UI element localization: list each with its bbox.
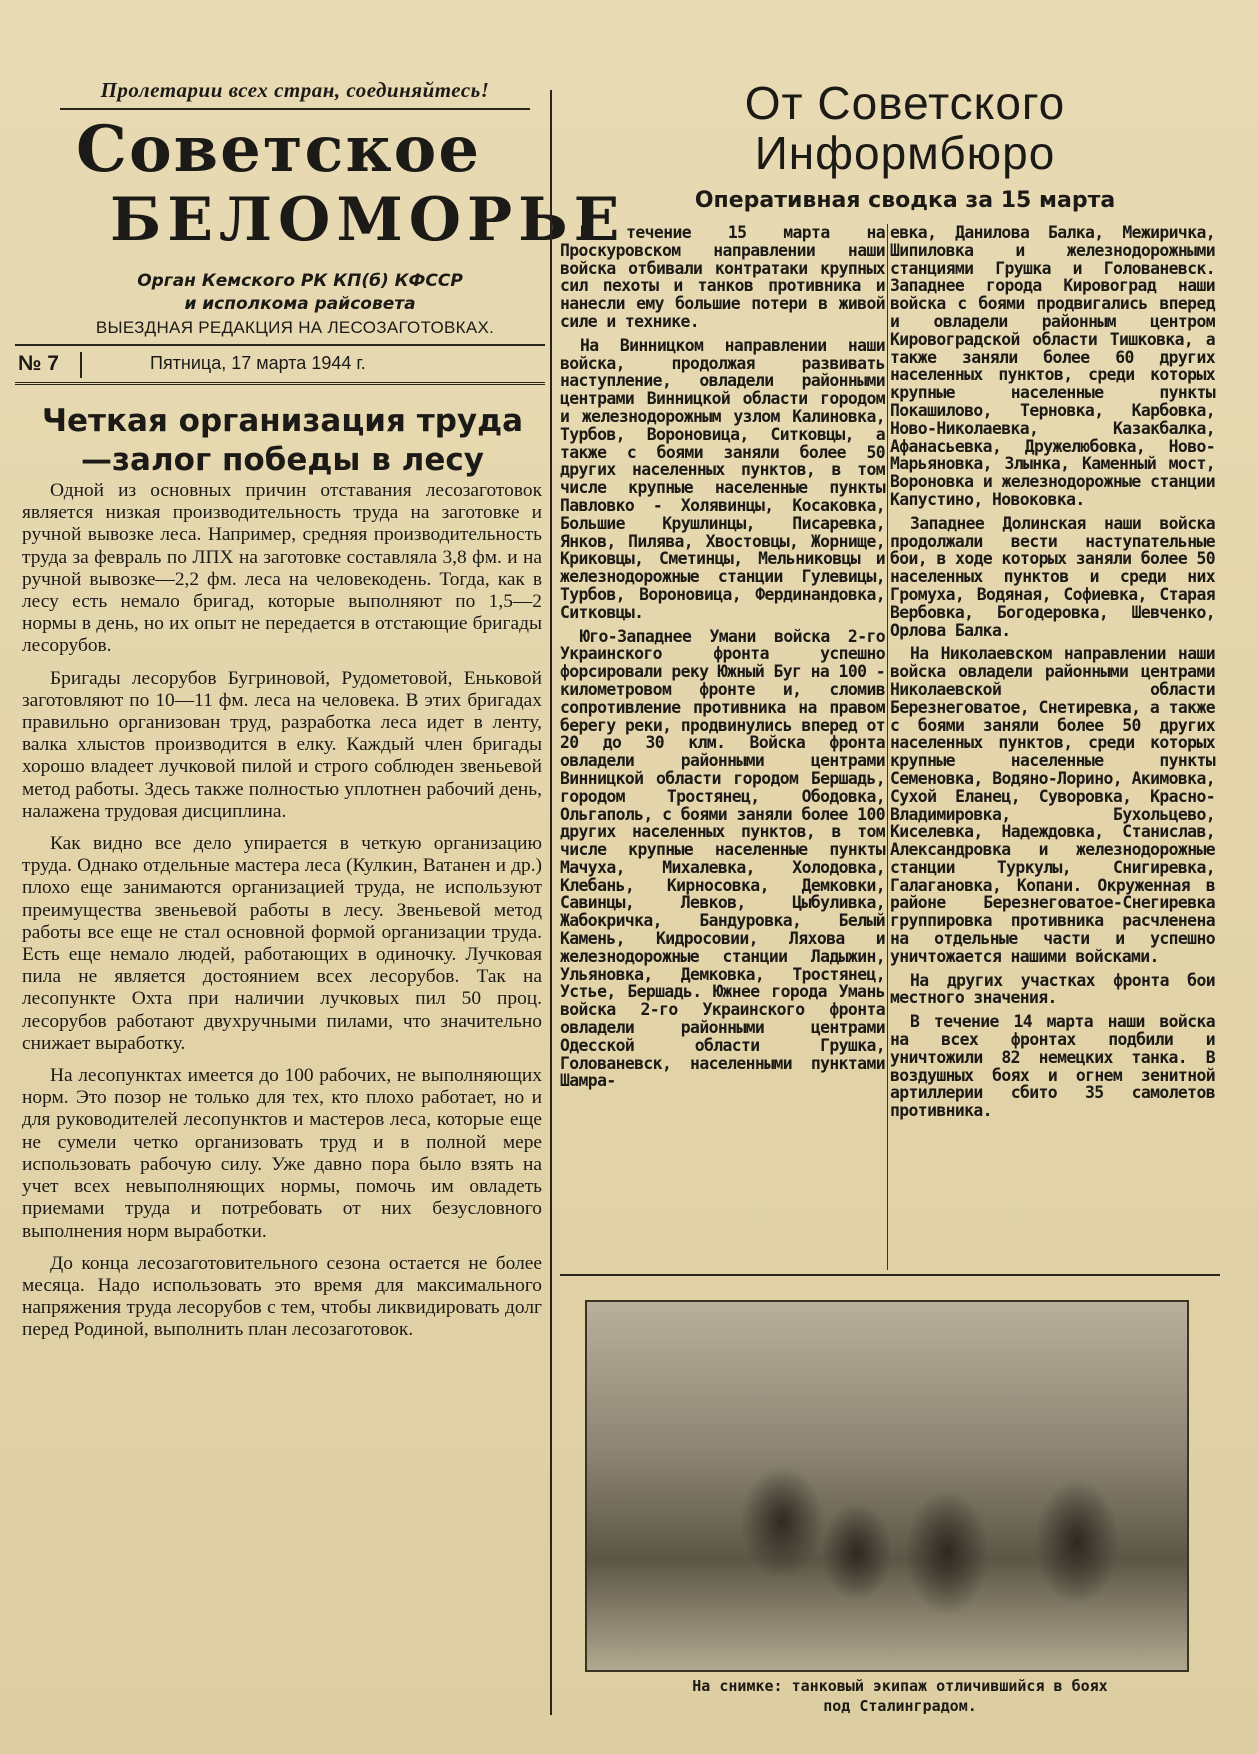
masthead-title-line2: БЕЛОМОРЬЕ — [110, 185, 626, 255]
masthead-organ — [60, 270, 540, 316]
headline-line2: —залог победы в лесу — [81, 442, 484, 478]
organ-line1: Орган Кемского РК КП(б) КФССР — [137, 271, 463, 291]
sovinform-paragraph: В течение 14 марта наши войска на всех фронтах подбили и уничтожили 82 немецких танка. В воздушных боях и огнем зенитной артиллерии сбито 35 самолетов противника. — [890, 1012, 1215, 1121]
sovinform-title-line2: Информбюро — [754, 127, 1056, 179]
issue-divider — [80, 352, 82, 378]
article-paragraph: На лесопунктах имеется до 100 рабочих, не выполняющих норм. Это позор не только для тех, кто плохо работает, но и для руководителей лесопунктов и мастеров леса, которые еще не сумели четко организовать труд и в полной мере использовать рабочую силу. Уже давно пора было взять на учет всех невыполняющих нормы, помочь им овладеть приемами труда и потребовать от них безусловного выполнения норм выработки. — [22, 1065, 542, 1242]
sovinform-paragraph: В течение 15 марта на Проскуровском направлении наши войска отбивали контратаки крупных сил пехоты и танков противника и нанесли ему большие потери в живой силе и технике. — [560, 223, 885, 331]
sovinform-title-line1: От Советского — [744, 77, 1066, 129]
sovinform-subtitle: Оперативная сводка за 15 марта — [694, 188, 1116, 213]
article-headline — [20, 402, 545, 480]
organ-line2: и исполкома райсовета — [184, 294, 416, 314]
article-paragraph: Одной из основных причин отставания лесозаготовок является низкая производительность труда на заготовке и ручной вывозке леса. Например, средняя производительность труда за февраль по ЛПХ на заготовке составляла 3,8 фм. и на ручной вывозке—2,2 фм. леса на человекодень. Тогда, как в лесу есть немало бригад, которые выполняют по 1,5—2 нормы в день, но их опыт не передается в отстающие бригады лесорубов. — [22, 480, 542, 657]
issue-number: № 7 — [18, 352, 59, 375]
sovinform-paragraph: евка, Данилова Балка, Межиричка, Шипиловка и железнодорожными станциями Грушка и Голованевск. Западнее города Кировоград наши войска с боями продвигались вперед и овладели районным центром Кировоградской области Тишковка, а также заняли более 60 других населенных пунктов, среди которых крупные населенные пункты Покашилово, Терновка, Карбовка, Ново-Николаевка, Казакбалка, Афанасьевка, Дружелюбовка, Ново-Марьяновка, Злынка, Каменный мост, Вороновка и железнодорожные станции Капустино, Новоковка. — [890, 223, 1215, 509]
photo-caption — [560, 1676, 1240, 1716]
sovinform-paragraph: На Винницком направлении наши войска, продолжая развивать наступление, овладели районными центрами Винницкой области городом и железнодорожным узлом Калиновка, Турбов, Вороновица, Ситковцы, а также с боями заняли более 50 других населенных пунктов, в том числе крупные населенные пункты Павловко - Холявинцы, Косаковка, Большие Крушлинцы, Писаревка, Янков, Пилява, Хвостовцы, Жорнище, Криковцы, Сметинцы, Мельниковцы и железнодорожные станции Гулевицы, Турбов, Вороновица, Фердинандовка, Ситковцы. — [560, 335, 885, 622]
article-body — [22, 480, 542, 1352]
masthead-title-line1: Советское — [76, 112, 482, 187]
issue-rule-top — [15, 344, 545, 346]
sovinform-paragraph: На других участках фронта бои местного значения. — [890, 970, 1215, 1008]
sovinform-title — [560, 78, 1250, 178]
sovinform-paragraph: Западнее Долинская наши войска продолжали вести наступательные бои, в ходе которых заняли более 50 населенных пунктов и среди них Громуха, Водяная, Софиевка, Старая Вербовка, Богодеровка, Шевченко, Орлова Балка. — [890, 513, 1215, 640]
tank-crew-photo — [585, 1300, 1189, 1672]
article-paragraph: Бригады лесорубов Бугриновой, Рудометовой, Еньковой заготовляют по 10—11 фм. леса на человека. В этих бригадах правильно организован труд, разработка леса идет в ленту, валка хлыстов производится в елку. Каждый член бригады хорошо владеет лучковой пилой и строго соблюден звеньевой метод работы. Здесь также полностью уплотнен рабочий день, налажена трудовая дисциплина. — [22, 667, 542, 822]
edition-label: ВЫЕЗДНАЯ РЕДАКЦИЯ НА ЛЕСОЗАГОТОВКАХ. — [95, 318, 495, 337]
headline-line1: Четкая организация труда — [41, 403, 524, 439]
motto: Пролетарии всех стран, соединяйтесь! — [100, 78, 490, 102]
sovinform-paragraph: Юго-Западнее Умани войска 2-го Украинского фронта успешно форсировали реку Южный Буг на 100 - километровом фронте и, сломив сопротивление противника на правом берегу реки, продвинулись вперед от 20 до 30 клм. Войска фронта овладели районными центрами Винницкой области городом Бершадь, городом Тростянец, Ободовка, Ольгаполь, с боями заняли более 100 других населенных пунктов, в том числе крупные населенные пункты Мачуха, Михалевка, Холодовка, Клебань, Кирносовка, Демковки, Савинцы, Левков, Цыбуливка, Жабокричка, Бандуровка, Белый Камень, Кидросовии, Ляхова и железнодорожные станции Ладыжин, Ульяновка, Демковка, Тростянец, Устье, Бершадь. Южнее города Умань войска 2-го Украинского фронта овладели районными центрами Одесской области Грушка, Голованевск, населенными пунктами Шамра- — [560, 626, 885, 1091]
caption-line2: под Сталинградом. — [823, 1697, 977, 1715]
motto-rule — [60, 108, 530, 110]
caption-line1: На снимке: танковый экипаж отличившийся в боях — [692, 1677, 1108, 1695]
sovinform-end-rule — [560, 1274, 1220, 1276]
article-paragraph: Как видно все дело упирается в четкую организацию труда. Однако отдельные мастера леса (Кулкин, Ватанен и др.) плохо еще занимаются организацией труда, не используют преимущества звеньевой работы в лесу. Звеньевой метод работы все еще не стал основной формой организации труда. Есть еще немало людей, работающих в одиночку. Лучковая пила не является достоянием всех лесорубов. Так на лесопункте Охта при наличии лучковых пил 50 проц. лесорубов работают двухручными пилами, что значительно снижает выработку. — [22, 833, 542, 1054]
column-divider — [550, 90, 552, 1715]
sovinform-column-divider — [887, 224, 888, 1270]
issue-date: Пятница, 17 марта 1944 г. — [150, 353, 366, 373]
sovinform-column-1 — [560, 224, 885, 1096]
issue-rule-bottom — [15, 382, 545, 385]
sovinform-column-2 — [890, 224, 1215, 1126]
article-paragraph: До конца лесозаготовительного сезона остается не более месяца. Надо использовать это время для максимального напряжения труда лесорубов с тем, чтобы ликвидировать долг перед Родиной, выполнить план лесозаготовок. — [22, 1252, 542, 1341]
sovinform-paragraph: На Николаевском направлении наши войска овладели районными центрами Николаевской области Березнеговатое, Снетиревка, а также с боями заняли более 50 других населенных пунктов, среди которых крупные населенные пункты Семеновка, Водяно-Лорино, Акимовка, Сухой Еланец, Суворовка, Красно-Владимировка, Бухольцево, Киселевка, Надеждовка, Станислав, Александровка и железнодорожные станции Туркулы, Снигиревка, Галагановка, Копани. Окруженная в районе Березнеговатое-Снегиревка группировка противника расчленена на отдельные части и успешно уничтожается нашими войсками. — [890, 644, 1215, 966]
